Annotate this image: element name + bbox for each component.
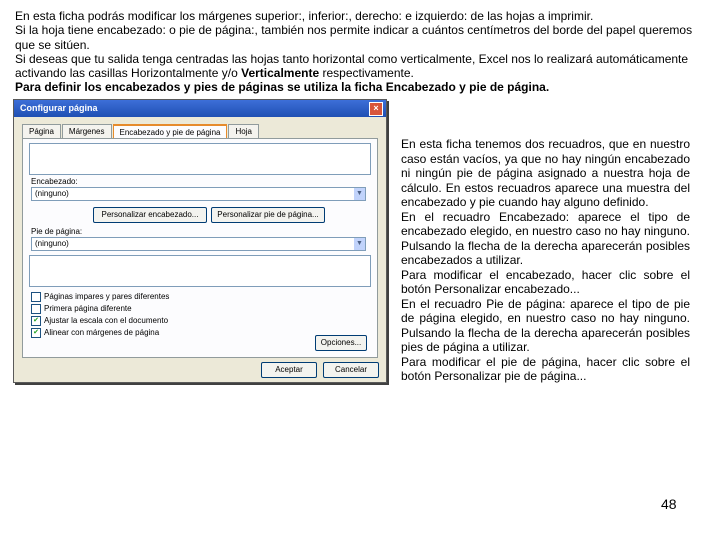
intro-text: [15, 9, 695, 95]
intro-centering-text: Si deseas que tu salida tenga centradas las hojas tanto horizontal como verticalmente, Excel nos lo realizará automáticamente activando las casillas Horizontalmente y/o: [15, 51, 689, 81]
checkbox-align-margins[interactable]: [31, 327, 159, 338]
intro-centering-end: respectivamente.: [319, 66, 414, 81]
dialog-tabs: [22, 124, 259, 138]
intro-margins-paragraph: En esta ficha podrás modificar los márgenes superior:, inferior:, derecho: e izquierdo: de las hojas a imprimir.: [15, 9, 594, 23]
tab-panel: [22, 138, 378, 358]
checkbox-scale-with-doc[interactable]: [31, 315, 168, 326]
explanation-paragraph-boxes: En esta ficha tenemos dos recuadros, que en nuestro caso están vacíos, ya que no hay ningún encabezado ni ningún pie de página asignado a nuestra hoja de cálculo. En estos recuadros aparece una muestra del encabezado y pie cuando hay alguno definido.: [401, 137, 690, 209]
intro-centering-paragraph: [15, 52, 695, 81]
footer-preview-box: [29, 255, 371, 287]
header-select-value: (ninguno): [35, 189, 69, 198]
close-icon[interactable]: ×: [369, 102, 383, 116]
checkbox-label: Alinear con márgenes de página: [44, 328, 160, 337]
chevron-down-icon[interactable]: ▼: [354, 238, 365, 250]
explanation-paragraph-customize-footer: Para modificar el pie de página, hacer clic sobre el botón Personalizar pie de página...: [401, 354, 690, 383]
check-icon[interactable]: ✔: [31, 316, 41, 326]
page-setup-dialog-screenshot: [13, 99, 387, 383]
intro-header-footer-paragraph: Si la hoja tiene encabezado: o pie de página:, también nos permite indicar a cuántos centímetros del borde del papel queremos que se sitúen.: [15, 23, 693, 52]
cancel-button[interactable]: Cancelar: [323, 362, 379, 378]
footer-select[interactable]: [31, 237, 366, 251]
options-button[interactable]: Opciones...: [315, 335, 367, 351]
checkbox-label: Ajustar la escala con el documento: [44, 316, 169, 325]
checkbox-label: Páginas impares y pares diferentes: [44, 292, 170, 301]
explanation-paragraph-customize-header: Para modificar el encabezado, hacer clic sobre el botón Personalizar encabezado...: [401, 267, 690, 296]
header-preview-box: [29, 143, 371, 175]
dialog-titlebar: [14, 100, 386, 117]
tab-hoja[interactable]: Hoja: [228, 124, 258, 138]
tab-encabezado-pie[interactable]: Encabezado y pie de página: [113, 124, 228, 138]
checkbox-box[interactable]: [31, 304, 41, 314]
checkbox-odd-even[interactable]: [31, 291, 169, 302]
footer-label: Pie de página:: [31, 227, 83, 236]
checkbox-box[interactable]: [31, 292, 41, 302]
page-number: 48: [661, 496, 677, 512]
customize-footer-button[interactable]: Personalizar pie de página...: [211, 207, 325, 223]
header-label: Encabezado:: [31, 177, 78, 186]
header-select[interactable]: [31, 187, 366, 201]
ok-button[interactable]: Aceptar: [261, 362, 317, 378]
footer-select-value: (ninguno): [35, 239, 69, 248]
intro-verticalmente: Verticalmente: [241, 66, 320, 81]
explanation-paragraph-footer: En el recuadro Pie de página: aparece el tipo de pie de página elegido, en nuestro caso no hay ninguno. Pulsando la flecha de la derecha aparecerán posibles pies de página a utilizar.: [401, 296, 690, 354]
tab-pagina[interactable]: Página: [22, 124, 61, 138]
intro-bold-heading: Para definir los encabezados y pies de páginas se utiliza la ficha Encabezado y pie de página.: [15, 80, 550, 95]
tab-margenes[interactable]: Márgenes: [62, 124, 112, 138]
check-icon[interactable]: ✔: [31, 328, 41, 338]
chevron-down-icon[interactable]: ▼: [354, 188, 365, 200]
checkbox-first-page[interactable]: [31, 303, 132, 314]
explanation-paragraph-header: En el recuadro Encabezado: aparece el tipo de encabezado elegido, en nuestro caso no hay ninguno. Pulsando la flecha de la derecha aparecerán posibles encabezados a utilizar.: [401, 209, 690, 267]
customize-header-button[interactable]: Personalizar encabezado...: [93, 207, 207, 223]
explanation-text: [401, 137, 690, 384]
dialog-title: Configurar página: [20, 103, 98, 113]
checkbox-label: Primera página diferente: [44, 304, 132, 313]
